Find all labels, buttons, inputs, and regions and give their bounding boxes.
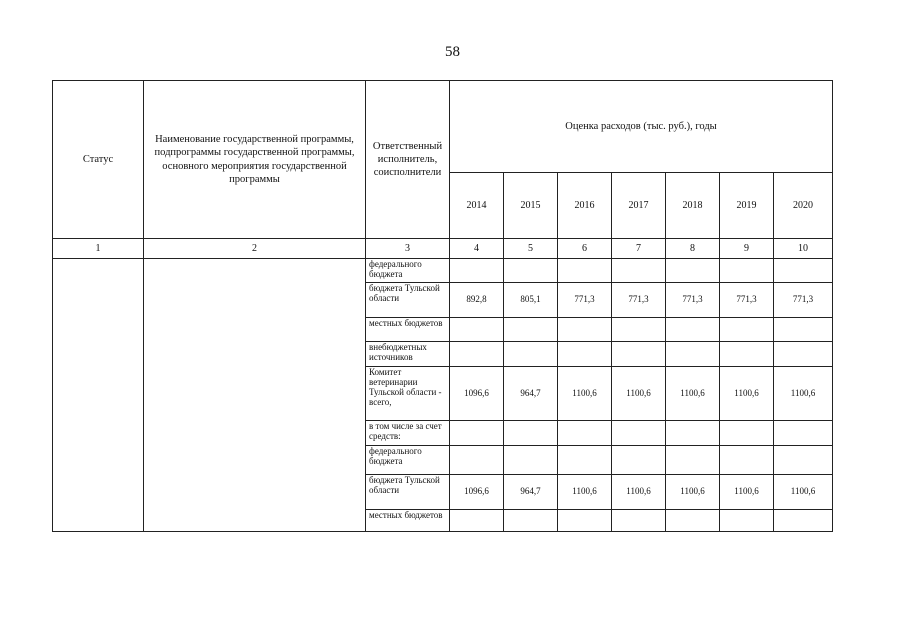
value-cell xyxy=(612,318,666,342)
value-cell xyxy=(666,342,720,367)
column-number: 3 xyxy=(366,239,450,259)
header-name: Наименование государственной программы, подпрограммы государственной программы, основного мероприятия государственной программы xyxy=(144,81,366,239)
value-cell: 892,8 xyxy=(450,283,504,318)
header-year: 2019 xyxy=(720,173,774,239)
value-cell: 771,3 xyxy=(558,283,612,318)
value-cell xyxy=(558,510,612,532)
header-year: 2016 xyxy=(558,173,612,239)
value-cell xyxy=(558,421,612,446)
column-number: 1 xyxy=(53,239,144,259)
value-cell xyxy=(450,421,504,446)
name-cell xyxy=(144,259,366,532)
value-cell xyxy=(450,318,504,342)
column-number: 4 xyxy=(450,239,504,259)
responsible-cell: федерального бюджета xyxy=(366,446,450,475)
value-cell xyxy=(612,510,666,532)
value-cell: 1100,6 xyxy=(774,475,833,510)
column-number: 5 xyxy=(504,239,558,259)
header-responsible: Ответственный исполнитель, соисполнители xyxy=(366,81,450,239)
value-cell xyxy=(612,421,666,446)
value-cell: 771,3 xyxy=(720,283,774,318)
value-cell xyxy=(450,446,504,475)
value-cell xyxy=(720,318,774,342)
responsible-cell: внебюджетных источников xyxy=(366,342,450,367)
value-cell: 1100,6 xyxy=(666,367,720,421)
value-cell xyxy=(612,259,666,283)
value-cell xyxy=(720,342,774,367)
value-cell xyxy=(558,342,612,367)
value-cell: 1096,6 xyxy=(450,475,504,510)
value-cell: 1100,6 xyxy=(720,367,774,421)
value-cell xyxy=(504,342,558,367)
value-cell: 771,3 xyxy=(612,283,666,318)
responsible-cell: бюджета Тульской области xyxy=(366,475,450,510)
column-number-row xyxy=(53,239,833,259)
value-cell xyxy=(666,421,720,446)
value-cell xyxy=(666,446,720,475)
value-cell xyxy=(774,510,833,532)
header-year: 2020 xyxy=(774,173,833,239)
column-number: 10 xyxy=(774,239,833,259)
value-cell xyxy=(774,446,833,475)
responsible-cell: местных бюджетов xyxy=(366,510,450,532)
budget-table xyxy=(52,80,833,532)
value-cell: 1100,6 xyxy=(612,475,666,510)
header-expenses: Оценка расходов (тыс. руб.), годы xyxy=(450,81,833,173)
value-cell xyxy=(774,421,833,446)
responsible-cell: местных бюджетов xyxy=(366,318,450,342)
value-cell xyxy=(504,510,558,532)
column-number: 2 xyxy=(144,239,366,259)
value-cell xyxy=(774,318,833,342)
value-cell xyxy=(666,510,720,532)
value-cell: 964,7 xyxy=(504,475,558,510)
value-cell xyxy=(558,318,612,342)
value-cell xyxy=(612,342,666,367)
value-cell xyxy=(450,342,504,367)
value-cell xyxy=(558,259,612,283)
value-cell: 1096,6 xyxy=(450,367,504,421)
value-cell xyxy=(504,318,558,342)
value-cell: 771,3 xyxy=(774,283,833,318)
value-cell xyxy=(774,259,833,283)
header-year: 2015 xyxy=(504,173,558,239)
value-cell: 1100,6 xyxy=(774,367,833,421)
header-year: 2017 xyxy=(612,173,666,239)
value-cell xyxy=(774,342,833,367)
value-cell xyxy=(450,259,504,283)
value-cell xyxy=(720,421,774,446)
header-status: Статус xyxy=(53,81,144,239)
value-cell: 805,1 xyxy=(504,283,558,318)
value-cell xyxy=(504,421,558,446)
value-cell: 1100,6 xyxy=(612,367,666,421)
column-number: 8 xyxy=(666,239,720,259)
status-cell xyxy=(53,259,144,532)
value-cell: 1100,6 xyxy=(666,475,720,510)
responsible-cell: бюджета Тульской области xyxy=(366,283,450,318)
value-cell xyxy=(558,446,612,475)
column-number: 9 xyxy=(720,239,774,259)
value-cell: 1100,6 xyxy=(720,475,774,510)
value-cell xyxy=(612,446,666,475)
header-year: 2014 xyxy=(450,173,504,239)
value-cell xyxy=(720,446,774,475)
value-cell: 1100,6 xyxy=(558,475,612,510)
column-number: 6 xyxy=(558,239,612,259)
header-year: 2018 xyxy=(666,173,720,239)
responsible-cell: федерального бюджета xyxy=(366,259,450,283)
value-cell xyxy=(666,318,720,342)
column-number: 7 xyxy=(612,239,666,259)
responsible-cell: Комитет ветеринарии Тульской области - всего, xyxy=(366,367,450,421)
page-number: 58 xyxy=(445,44,460,60)
value-cell xyxy=(666,259,720,283)
value-cell xyxy=(720,259,774,283)
responsible-cell: в том числе за счет средств: xyxy=(366,421,450,446)
value-cell: 1100,6 xyxy=(558,367,612,421)
header-row-top xyxy=(53,81,833,173)
value-cell: 771,3 xyxy=(666,283,720,318)
value-cell xyxy=(504,259,558,283)
value-cell xyxy=(450,510,504,532)
value-cell: 964,7 xyxy=(504,367,558,421)
value-cell xyxy=(720,510,774,532)
value-cell xyxy=(504,446,558,475)
table-row xyxy=(53,259,833,283)
